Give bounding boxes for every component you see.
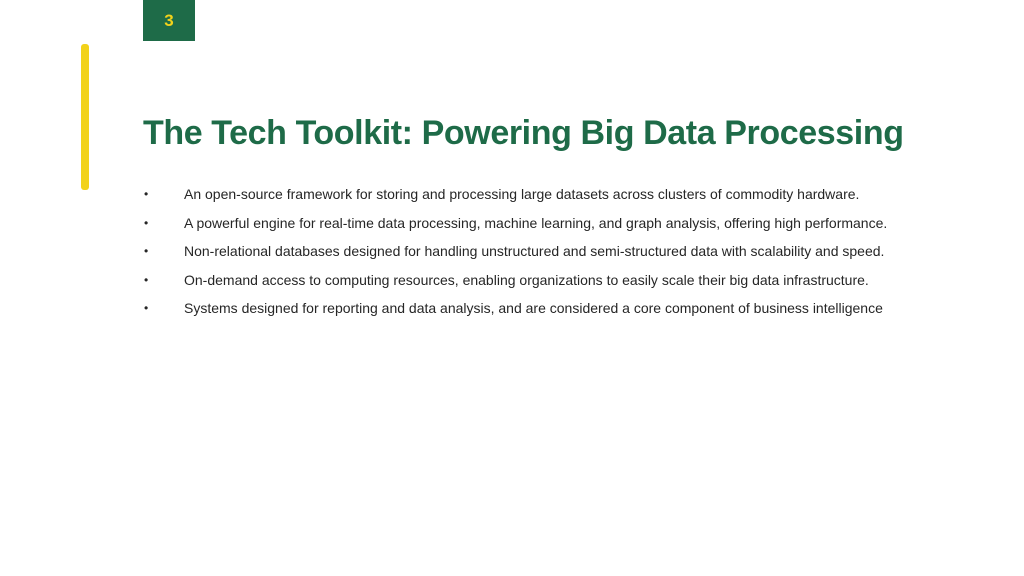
list-item [143, 180, 944, 209]
slide-title: The Tech Toolkit: Powering Big Data Processing [143, 114, 904, 152]
list-item [143, 237, 944, 266]
bullet-text: An open-source framework for storing and processing large datasets across clusters of commodity hardware. [184, 186, 860, 202]
bullet-dot-icon: • [144, 244, 149, 258]
bullet-text: Systems designed for reporting and data analysis, and are considered a core component of business intelligence [184, 300, 883, 316]
bullet-dot-icon: • [144, 187, 149, 201]
bullet-text: A powerful engine for real-time data processing, machine learning, and graph analysis, offering high performance. [184, 214, 888, 231]
accent-bar [81, 44, 89, 190]
bullet-text: On-demand access to computing resources, enabling organizations to easily scale their big data infrastructure. [184, 271, 869, 288]
list-item [143, 209, 944, 238]
page-number: 3 [164, 10, 174, 30]
bullet-text: Non-relational databases designed for handling unstructured and semi-structured data with scalability and speed. [184, 243, 885, 259]
bullet-dot-icon: • [144, 272, 149, 287]
page-number-badge [143, 0, 195, 41]
list-item [143, 266, 944, 295]
bullet-list [143, 180, 944, 323]
bullet-dot-icon: • [144, 301, 149, 315]
bullet-dot-icon: • [144, 215, 149, 230]
list-item [143, 294, 944, 323]
